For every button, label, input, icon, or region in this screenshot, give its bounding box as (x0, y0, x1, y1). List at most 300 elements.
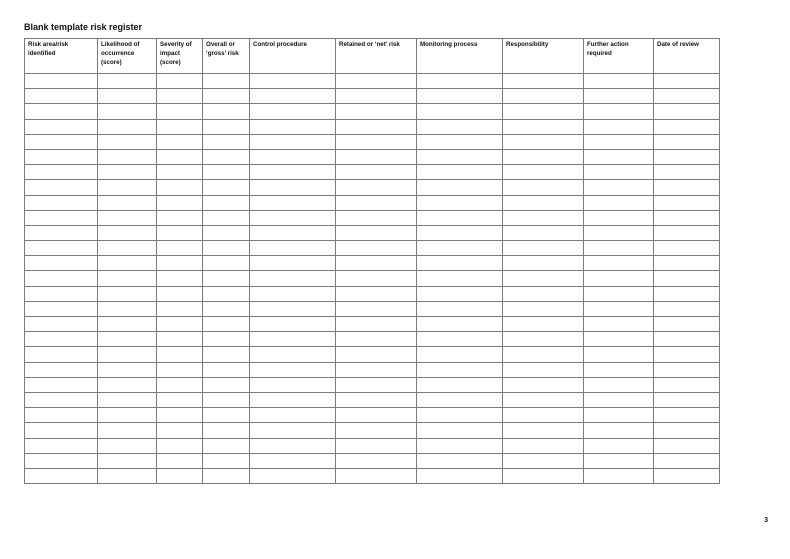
table-cell[interactable] (250, 347, 336, 362)
table-cell[interactable] (250, 89, 336, 104)
table-cell[interactable] (584, 317, 654, 332)
table-cell[interactable] (584, 347, 654, 362)
table-cell[interactable] (203, 134, 250, 149)
table-cell[interactable] (98, 408, 157, 423)
table-cell[interactable] (654, 317, 720, 332)
table-cell[interactable] (250, 149, 336, 164)
table-cell[interactable] (336, 423, 417, 438)
column-header-responsibility: Responsibility (503, 39, 584, 74)
table-row (25, 149, 720, 164)
table-cell[interactable] (25, 438, 98, 453)
table-cell[interactable] (203, 195, 250, 210)
table-cell[interactable] (203, 423, 250, 438)
table-cell[interactable] (417, 210, 503, 225)
table-cell[interactable] (417, 332, 503, 347)
table-cell[interactable] (417, 195, 503, 210)
table-cell[interactable] (203, 256, 250, 271)
table-cell[interactable] (336, 271, 417, 286)
table-cell[interactable] (654, 256, 720, 271)
table-cell[interactable] (654, 89, 720, 104)
table-cell[interactable] (584, 241, 654, 256)
table-cell[interactable] (336, 256, 417, 271)
table-cell[interactable] (98, 438, 157, 453)
table-cell[interactable] (654, 332, 720, 347)
header-row (25, 39, 720, 74)
table-cell[interactable] (336, 362, 417, 377)
table-row (25, 317, 720, 332)
table-cell[interactable] (157, 119, 203, 134)
column-header-further-action: Further action required (584, 39, 654, 74)
table-cell[interactable] (157, 74, 203, 89)
table-cell[interactable] (503, 362, 584, 377)
table-cell[interactable] (25, 286, 98, 301)
table-row (25, 134, 720, 149)
table-cell[interactable] (584, 149, 654, 164)
table-cell[interactable] (203, 301, 250, 316)
table-cell[interactable] (417, 134, 503, 149)
table-cell[interactable] (98, 392, 157, 407)
table-cell[interactable] (98, 225, 157, 240)
table-cell[interactable] (336, 119, 417, 134)
table-cell[interactable] (584, 119, 654, 134)
table-cell[interactable] (336, 210, 417, 225)
table-cell[interactable] (98, 453, 157, 468)
table-cell[interactable] (203, 180, 250, 195)
table-cell[interactable] (503, 453, 584, 468)
table-cell[interactable] (157, 180, 203, 195)
table-cell[interactable] (503, 317, 584, 332)
table-row (25, 286, 720, 301)
table-cell[interactable] (157, 134, 203, 149)
table-cell[interactable] (584, 438, 654, 453)
table-cell[interactable] (503, 347, 584, 362)
table-cell[interactable] (584, 195, 654, 210)
table-cell[interactable] (503, 134, 584, 149)
table-cell[interactable] (25, 347, 98, 362)
table-cell[interactable] (250, 119, 336, 134)
table-cell[interactable] (25, 332, 98, 347)
table-cell[interactable] (250, 210, 336, 225)
table-cell[interactable] (157, 89, 203, 104)
table-cell[interactable] (584, 423, 654, 438)
table-cell[interactable] (25, 119, 98, 134)
table-cell[interactable] (98, 332, 157, 347)
table-cell[interactable] (157, 301, 203, 316)
table-cell[interactable] (503, 408, 584, 423)
table-cell[interactable] (203, 104, 250, 119)
table-cell[interactable] (503, 423, 584, 438)
table-cell[interactable] (584, 74, 654, 89)
table-cell[interactable] (98, 195, 157, 210)
column-header-monitoring-process: Monitoring process (417, 39, 503, 74)
table-cell[interactable] (417, 119, 503, 134)
table-cell[interactable] (336, 165, 417, 180)
table-cell[interactable] (203, 241, 250, 256)
table-row (25, 423, 720, 438)
table-cell[interactable] (417, 89, 503, 104)
table-cell[interactable] (98, 74, 157, 89)
table-cell[interactable] (417, 104, 503, 119)
table-cell[interactable] (98, 149, 157, 164)
table-cell[interactable] (336, 104, 417, 119)
table-cell[interactable] (417, 165, 503, 180)
table-cell[interactable] (250, 134, 336, 149)
table-cell[interactable] (336, 317, 417, 332)
table-cell[interactable] (417, 225, 503, 240)
table-cell[interactable] (203, 438, 250, 453)
table-cell[interactable] (336, 74, 417, 89)
table-cell[interactable] (203, 468, 250, 483)
table-cell[interactable] (157, 104, 203, 119)
table-cell[interactable] (250, 301, 336, 316)
table-cell[interactable] (584, 210, 654, 225)
table-cell[interactable] (584, 408, 654, 423)
table-cell[interactable] (98, 256, 157, 271)
table-cell[interactable] (417, 74, 503, 89)
table-cell[interactable] (584, 89, 654, 104)
table-cell[interactable] (654, 438, 720, 453)
table-cell[interactable] (503, 180, 584, 195)
table-cell[interactable] (654, 134, 720, 149)
table-cell[interactable] (503, 104, 584, 119)
table-cell[interactable] (584, 392, 654, 407)
table-cell[interactable] (584, 468, 654, 483)
table-cell[interactable] (336, 408, 417, 423)
table-cell[interactable] (417, 301, 503, 316)
table-cell[interactable] (584, 180, 654, 195)
table-cell[interactable] (654, 195, 720, 210)
table-cell[interactable] (417, 241, 503, 256)
table-cell[interactable] (203, 362, 250, 377)
table-cell[interactable] (654, 362, 720, 377)
table-cell[interactable] (417, 453, 503, 468)
table-row (25, 271, 720, 286)
table-cell[interactable] (584, 256, 654, 271)
table-cell[interactable] (203, 149, 250, 164)
table-row (25, 225, 720, 240)
table-cell[interactable] (250, 468, 336, 483)
table-row (25, 89, 720, 104)
table-cell[interactable] (417, 392, 503, 407)
table-cell[interactable] (157, 423, 203, 438)
table-row (25, 180, 720, 195)
table-cell[interactable] (654, 74, 720, 89)
table-cell[interactable] (654, 423, 720, 438)
table-cell[interactable] (157, 225, 203, 240)
table-cell[interactable] (25, 225, 98, 240)
table-cell[interactable] (157, 362, 203, 377)
table-cell[interactable] (250, 180, 336, 195)
table-cell[interactable] (336, 134, 417, 149)
table-cell[interactable] (250, 256, 336, 271)
table-cell[interactable] (203, 74, 250, 89)
table-cell[interactable] (503, 256, 584, 271)
table-cell[interactable] (584, 134, 654, 149)
column-header-control-procedure: Control procedure (250, 39, 336, 74)
table-cell[interactable] (25, 317, 98, 332)
table-cell[interactable] (157, 408, 203, 423)
table-cell[interactable] (654, 392, 720, 407)
table-cell[interactable] (503, 286, 584, 301)
table-cell[interactable] (503, 119, 584, 134)
table-cell[interactable] (203, 165, 250, 180)
table-cell[interactable] (25, 149, 98, 164)
table-cell[interactable] (417, 438, 503, 453)
table-cell[interactable] (336, 468, 417, 483)
table-cell[interactable] (336, 180, 417, 195)
table-cell[interactable] (25, 392, 98, 407)
document-title: Blank template risk register (24, 22, 143, 32)
table-cell[interactable] (336, 286, 417, 301)
table-cell[interactable] (336, 225, 417, 240)
table-cell[interactable] (25, 362, 98, 377)
table-cell[interactable] (336, 438, 417, 453)
table-cell[interactable] (336, 332, 417, 347)
table-cell[interactable] (25, 74, 98, 89)
table-cell[interactable] (584, 225, 654, 240)
table-cell[interactable] (98, 165, 157, 180)
table-cell[interactable] (654, 408, 720, 423)
table-cell[interactable] (654, 286, 720, 301)
table-cell[interactable] (98, 271, 157, 286)
table-row (25, 165, 720, 180)
table-cell[interactable] (157, 332, 203, 347)
table-row (25, 301, 720, 316)
table-cell[interactable] (157, 317, 203, 332)
table-cell[interactable] (98, 104, 157, 119)
table-cell[interactable] (503, 149, 584, 164)
table-cell[interactable] (503, 241, 584, 256)
table-cell[interactable] (336, 377, 417, 392)
table-row (25, 438, 720, 453)
table-cell[interactable] (25, 134, 98, 149)
table-cell[interactable] (654, 241, 720, 256)
table-cell[interactable] (25, 271, 98, 286)
table-cell[interactable] (203, 332, 250, 347)
table-cell[interactable] (98, 377, 157, 392)
table-cell[interactable] (157, 377, 203, 392)
table-cell[interactable] (98, 89, 157, 104)
table-cell[interactable] (157, 165, 203, 180)
table-cell[interactable] (98, 347, 157, 362)
table-cell[interactable] (98, 241, 157, 256)
table-cell[interactable] (25, 423, 98, 438)
table-cell[interactable] (250, 225, 336, 240)
table-cell[interactable] (157, 241, 203, 256)
table-cell[interactable] (250, 271, 336, 286)
table-cell[interactable] (25, 210, 98, 225)
table-cell[interactable] (157, 468, 203, 483)
table-row (25, 347, 720, 362)
table-cell[interactable] (98, 301, 157, 316)
table-cell[interactable] (250, 332, 336, 347)
table-cell[interactable] (584, 104, 654, 119)
table-cell[interactable] (157, 149, 203, 164)
table-cell[interactable] (417, 377, 503, 392)
table-cell[interactable] (25, 453, 98, 468)
table-cell[interactable] (25, 408, 98, 423)
table-cell[interactable] (98, 286, 157, 301)
table-cell[interactable] (417, 286, 503, 301)
table-cell[interactable] (157, 256, 203, 271)
table-cell[interactable] (503, 438, 584, 453)
table-cell[interactable] (654, 119, 720, 134)
table-cell[interactable] (157, 347, 203, 362)
table-row (25, 332, 720, 347)
table-row (25, 74, 720, 89)
column-header-risk-area: Risk area/risk identified (25, 39, 98, 74)
table-cell[interactable] (250, 438, 336, 453)
table-cell[interactable] (98, 180, 157, 195)
table-cell[interactable] (336, 89, 417, 104)
table-cell[interactable] (203, 453, 250, 468)
table-cell[interactable] (503, 271, 584, 286)
table-cell[interactable] (203, 408, 250, 423)
table-cell[interactable] (584, 362, 654, 377)
table-cell[interactable] (203, 271, 250, 286)
table-cell[interactable] (336, 195, 417, 210)
table-cell[interactable] (157, 210, 203, 225)
table-cell[interactable] (503, 74, 584, 89)
table-cell[interactable] (503, 377, 584, 392)
table-cell[interactable] (203, 89, 250, 104)
table-cell[interactable] (503, 210, 584, 225)
table-cell[interactable] (336, 453, 417, 468)
table-cell[interactable] (417, 408, 503, 423)
table-cell[interactable] (654, 377, 720, 392)
table-cell[interactable] (417, 256, 503, 271)
table-cell[interactable] (584, 165, 654, 180)
table-cell[interactable] (417, 347, 503, 362)
table-cell[interactable] (157, 392, 203, 407)
table-cell[interactable] (250, 392, 336, 407)
table-cell[interactable] (654, 180, 720, 195)
table-cell[interactable] (417, 317, 503, 332)
table-cell[interactable] (503, 332, 584, 347)
table-cell[interactable] (98, 362, 157, 377)
table-cell[interactable] (203, 210, 250, 225)
table-cell[interactable] (584, 271, 654, 286)
table-cell[interactable] (250, 362, 336, 377)
table-cell[interactable] (503, 468, 584, 483)
table-cell[interactable] (584, 301, 654, 316)
table-cell[interactable] (250, 423, 336, 438)
table-cell[interactable] (654, 271, 720, 286)
table-cell[interactable] (336, 392, 417, 407)
table-cell[interactable] (503, 225, 584, 240)
table-cell[interactable] (250, 377, 336, 392)
table-cell[interactable] (203, 119, 250, 134)
table-cell[interactable] (654, 225, 720, 240)
table-cell[interactable] (25, 165, 98, 180)
table-cell[interactable] (98, 134, 157, 149)
table-cell[interactable] (203, 347, 250, 362)
table-cell[interactable] (25, 180, 98, 195)
table-cell[interactable] (203, 225, 250, 240)
table-cell[interactable] (417, 468, 503, 483)
table-cell[interactable] (203, 392, 250, 407)
table-cell[interactable] (654, 104, 720, 119)
table-cell[interactable] (250, 104, 336, 119)
table-cell[interactable] (417, 180, 503, 195)
table-cell[interactable] (157, 286, 203, 301)
table-cell[interactable] (654, 210, 720, 225)
table-cell[interactable] (157, 195, 203, 210)
table-cell[interactable] (98, 468, 157, 483)
table-cell[interactable] (584, 377, 654, 392)
table-cell[interactable] (157, 271, 203, 286)
table-cell[interactable] (250, 453, 336, 468)
table-cell[interactable] (654, 453, 720, 468)
table-cell[interactable] (503, 301, 584, 316)
table-cell[interactable] (654, 468, 720, 483)
table-cell[interactable] (417, 149, 503, 164)
table-cell[interactable] (98, 317, 157, 332)
table-cell[interactable] (25, 301, 98, 316)
register-body (25, 74, 720, 484)
risk-register-table (24, 38, 720, 484)
table-cell[interactable] (25, 256, 98, 271)
table-cell[interactable] (250, 408, 336, 423)
table-cell[interactable] (250, 165, 336, 180)
table-cell[interactable] (584, 453, 654, 468)
table-cell[interactable] (98, 423, 157, 438)
table-cell[interactable] (203, 317, 250, 332)
table-cell[interactable] (654, 149, 720, 164)
table-cell[interactable] (654, 165, 720, 180)
table-cell[interactable] (250, 74, 336, 89)
table-cell[interactable] (25, 241, 98, 256)
table-cell[interactable] (250, 286, 336, 301)
table-cell[interactable] (584, 286, 654, 301)
table-cell[interactable] (654, 301, 720, 316)
table-cell[interactable] (157, 453, 203, 468)
table-cell[interactable] (25, 377, 98, 392)
table-cell[interactable] (417, 362, 503, 377)
table-cell[interactable] (336, 347, 417, 362)
table-cell[interactable] (336, 241, 417, 256)
table-cell[interactable] (25, 104, 98, 119)
table-cell[interactable] (503, 89, 584, 104)
table-cell[interactable] (203, 377, 250, 392)
table-cell[interactable] (25, 89, 98, 104)
table-row (25, 362, 720, 377)
table-cell[interactable] (417, 423, 503, 438)
table-cell[interactable] (25, 195, 98, 210)
column-header-net-risk: Retained or ‘net’ risk (336, 39, 417, 74)
table-cell[interactable] (250, 317, 336, 332)
table-cell[interactable] (250, 195, 336, 210)
table-cell[interactable] (98, 210, 157, 225)
table-cell[interactable] (203, 286, 250, 301)
table-cell[interactable] (25, 468, 98, 483)
table-cell[interactable] (98, 119, 157, 134)
table-cell[interactable] (654, 347, 720, 362)
table-cell[interactable] (250, 241, 336, 256)
table-cell[interactable] (417, 271, 503, 286)
table-cell[interactable] (336, 149, 417, 164)
table-cell[interactable] (157, 438, 203, 453)
table-row (25, 104, 720, 119)
table-cell[interactable] (503, 195, 584, 210)
table-cell[interactable] (584, 332, 654, 347)
table-cell[interactable] (503, 392, 584, 407)
table-row (25, 453, 720, 468)
table-row (25, 392, 720, 407)
table-cell[interactable] (336, 301, 417, 316)
table-cell[interactable] (503, 165, 584, 180)
table-row (25, 468, 720, 483)
